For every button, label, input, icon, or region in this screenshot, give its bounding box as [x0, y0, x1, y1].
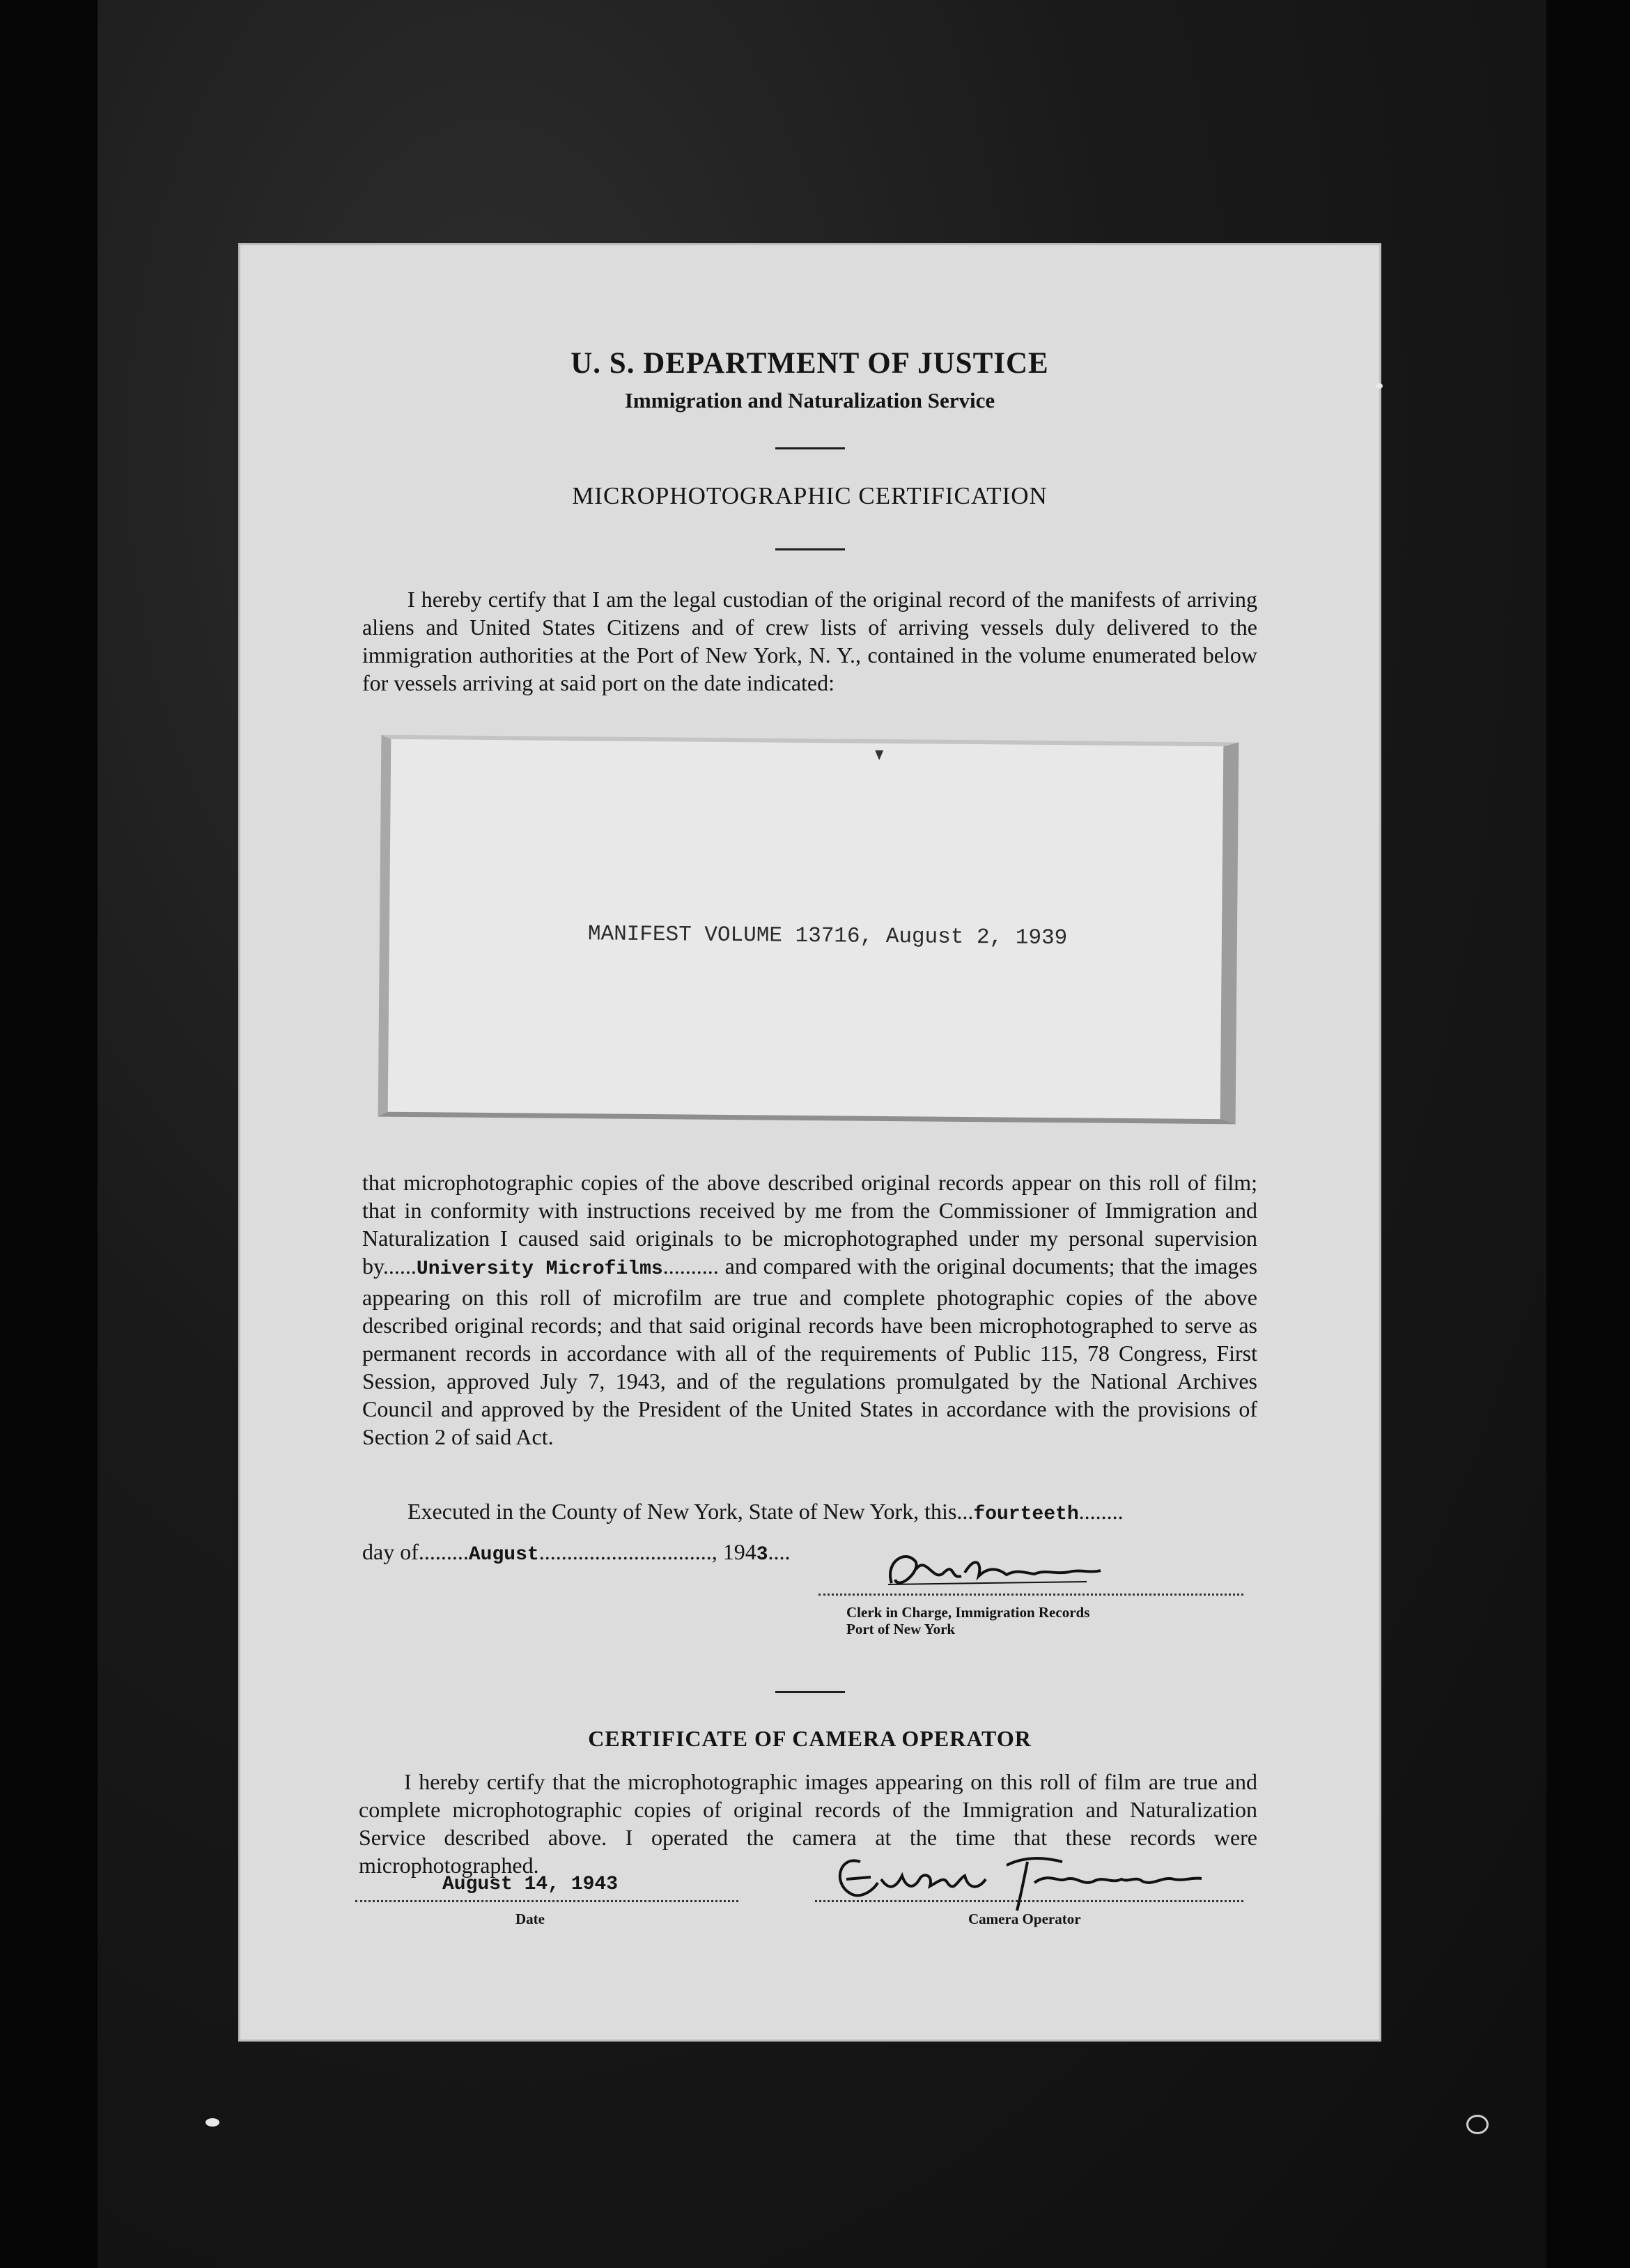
microfilm-company: University Microfilms: [416, 1258, 663, 1280]
date-label: Date: [515, 1911, 545, 1927]
camera-certificate-title: CERTIFICATE OF CAMERA OPERATOR: [588, 1726, 1032, 1751]
service-subheading: Immigration and Naturalization Service: [624, 388, 995, 412]
executed-day: fourteeth: [973, 1504, 1079, 1525]
year-suffix: 3: [756, 1544, 768, 1566]
operator-date: August 14, 1943: [442, 1874, 619, 1895]
film-speck: [1466, 2115, 1489, 2134]
executed-month: August: [468, 1544, 539, 1566]
operator-label: Camera Operator: [968, 1911, 1081, 1927]
day-of-label: day of: [362, 1539, 419, 1564]
manifest-volume-label: MANIFEST VOLUME 13716, August 2, 1939: [587, 922, 1068, 951]
intro-paragraph: I hereby certify that I am the legal custodian of the original record of the manifests of arriving aliens and United States Citizens and of crew lists of arriving vessels duly delivered to the immigration authorities at the Port of New York, N. Y., contained in the volume enumerated below for vessels arriving at said port on the date indicated:: [362, 587, 1257, 695]
executed-text: Executed in the County of New York, State of New York, this: [408, 1499, 957, 1524]
clerk-title-line2: Port of New York: [846, 1621, 956, 1637]
clerk-title: [846, 1604, 1089, 1637]
film-speck: [205, 2118, 219, 2127]
operator-signature-line: [815, 1900, 1243, 1902]
clerk-signature-line: [818, 1594, 1243, 1596]
divider: [775, 1691, 845, 1693]
clip-mark: [875, 750, 883, 760]
volume-label-clipping: [378, 735, 1239, 1125]
certificate-sheet: [240, 245, 1379, 2039]
body-part-1: that microphotographic copies of the above described original records appear on this roll of film; that in conformity with instructions received by me from the Commissioner of Immigration and Naturalization I caused said originals to be microphotographed under my personal supervision by: [362, 1170, 1257, 1279]
department-heading: U. S. DEPARTMENT OF JUSTICE: [570, 347, 1049, 380]
film-edge-right: [1546, 0, 1630, 2268]
day-of-line: day of.........August..............................., 1943....: [362, 1539, 791, 1566]
certification-title: MICROPHOTOGRAPHIC CERTIFICATION: [572, 482, 1048, 509]
clerk-title-line1: Clerk in Charge, Immigration Records: [846, 1604, 1090, 1621]
executed-line: Executed in the County of New York, State of New York, this...fourteeth........: [408, 1499, 1124, 1525]
film-speck: [1376, 383, 1383, 389]
divider: [775, 447, 845, 449]
certification-body: that microphotographic copies of the above described original records appear on this roll of film; that in conformity with instructions received by me from the Commissioner of Immigration and Naturalization I caused said originals to be microphotographed under my personal supervision by......University Microfilms.......... and compared with the original documents; that the images appearing on this roll of microfilm are true and complete photographic copies of the above described original records; and that said original records have been microphotographed to serve as permanent records in accordance with all of the requirements of Public 115, 78 Congress, First Session, approved July 7, 1943, and of the regulations promulgated by the National Archives Council and approved by the President of the United States in accordance with the provisions of Section 2 of said Act.: [362, 1170, 1258, 1449]
date-line: [355, 1900, 738, 1902]
operator-signature: [818, 1841, 1209, 1918]
body-part-2: and compared with the original documents; that the images appearing on this roll of microfilm are true and complete photographic copies of the above described original records; and that said original records have been microphotographed to serve as permanent records in accordance with all of the requirements of Public 115, 78 Congress, First Session, approved July 7, 1943, and of the regulations promulgated by the National Archives Council and approved by the President of the United States in accordance with the provisions of Section 2 of said Act.: [362, 1253, 1258, 1449]
film-edge-left: [0, 0, 98, 2268]
divider: [775, 548, 845, 550]
camera-paragraph: I hereby certify that the microphotographic images appearing on this roll of film are true and complete microphotographic copies of original records of the Immigration and Naturalization Service described above. I operated the camera at the time that these records were microphotographed.: [359, 1769, 1257, 1878]
year-prefix: 194: [722, 1539, 756, 1564]
